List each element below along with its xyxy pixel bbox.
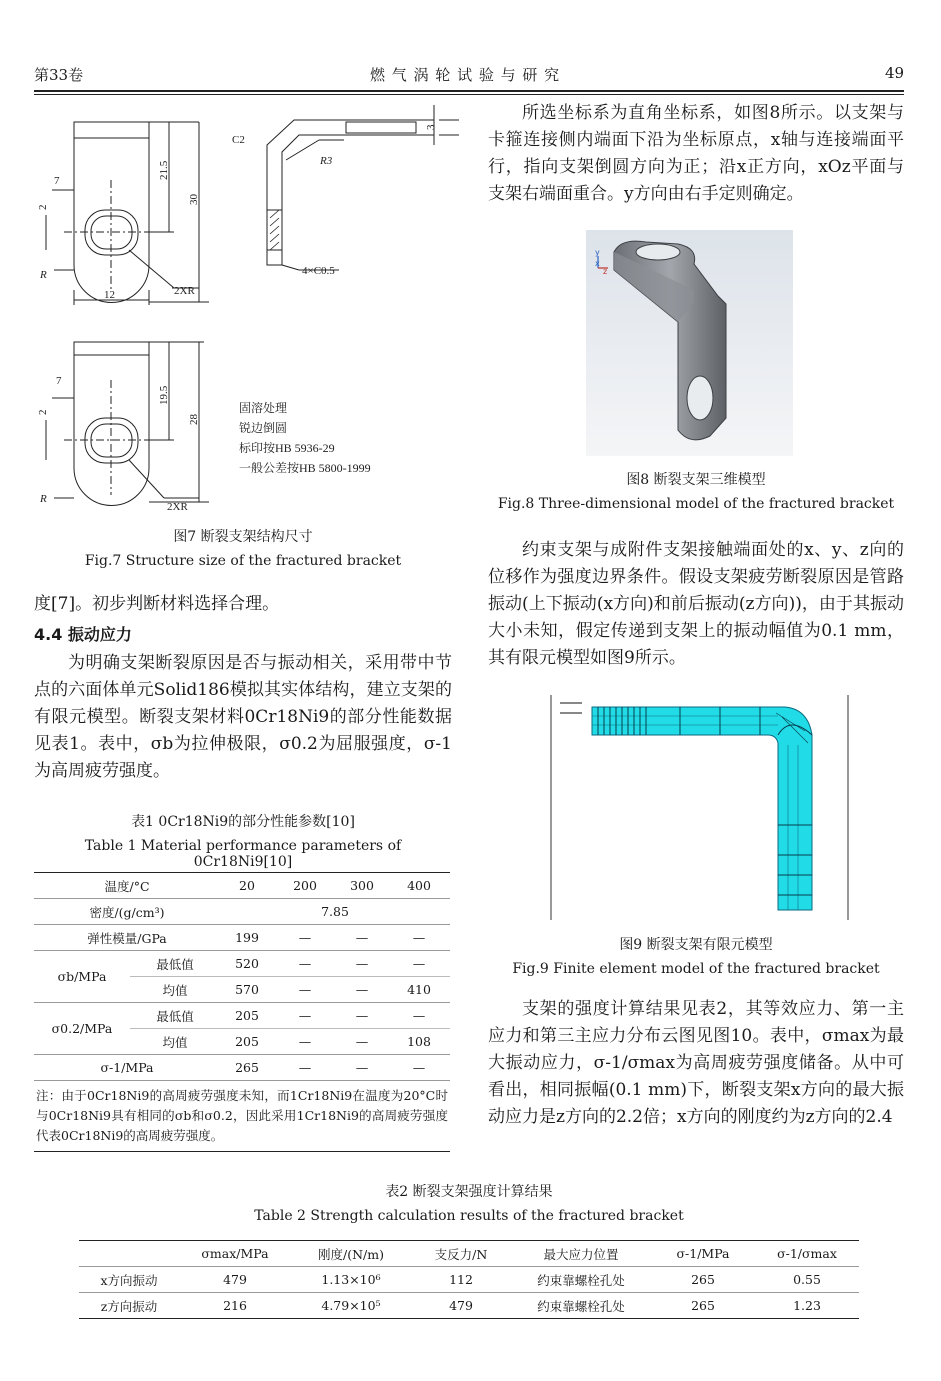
table2-row [79, 1293, 859, 1319]
fig8-image [586, 230, 793, 456]
table2-cell: 约束靠螺栓孔处 [537, 1298, 625, 1314]
table1-cell: 265 [220, 1055, 274, 1081]
table1-title-en: Table 1 Material performance parameters of 0Cr18Ni9[10] [84, 838, 402, 870]
table2-header-cell: 支反力/N [411, 1241, 511, 1267]
table2-header-cell: σ-1/MPa [651, 1241, 755, 1267]
note-2: 锐边倒圆 [239, 421, 288, 435]
table1-header-cell: 20 [220, 873, 274, 899]
table1-cell: — [355, 956, 369, 971]
table1 [34, 872, 450, 1152]
table1-cell: 7.85 [220, 899, 450, 925]
dim-12: 12 [104, 289, 115, 301]
table1-cell: — [355, 1008, 369, 1023]
right-paragraph-1: 所选坐标系为直角坐标系，如图8所示。以支架与卡箍连接侧内端面下沿为坐标原点，x轴与连接端面平行，指向支架倒圆方向为正；沿x正方向，xOz平面与支架右端面重合。y方向由右手定则确定。 [488, 103, 904, 204]
table2-cell: 4.79×10⁵ [321, 1298, 381, 1313]
table2-cell: 1.13×10⁶ [291, 1267, 411, 1293]
dim-28: 28 [188, 414, 200, 425]
table1-header-cell: 400 [388, 873, 450, 899]
table1-header-cell: 300 [336, 873, 388, 899]
header-rule [34, 90, 904, 92]
dim-7a: 7 [54, 175, 60, 187]
fig9-caption-cn: 图9 断裂支架有限元模型 [619, 937, 773, 953]
table2-header-cell: 最大应力位置 [511, 1241, 651, 1267]
table1-cell: — [336, 1055, 388, 1081]
table1-cell: 205 [235, 1008, 259, 1023]
fig7-caption-en: Fig.7 Structure size of the fractured bracket [84, 553, 402, 569]
header-journal: 燃 气 涡 轮 试 验 与 研 究 [370, 66, 561, 84]
header-volume: 第33卷 [34, 66, 84, 84]
table1-cell: — [412, 956, 426, 971]
dim-30: 30 [188, 194, 200, 205]
fig9-image [550, 695, 850, 920]
table2-cell: 265 [651, 1267, 755, 1293]
section-heading: 4.4 振动应力 [34, 625, 132, 644]
table2 [79, 1240, 859, 1319]
left-paragraph [34, 650, 452, 785]
dim-7b: 7 [56, 375, 62, 387]
table2-header-cell [79, 1241, 179, 1267]
table1-row-sm1 [34, 1055, 450, 1081]
dim-3: 3 [425, 124, 437, 130]
table1-cell: — [274, 1029, 336, 1055]
right-paragraph-3: 支架的强度计算结果见表2，其等效应力、第一主应力和第三主应力分布云图见图10。表中，σmax为最大振动应力，σ-1/σmax为高周疲劳强度储备。从中可看出，相同振幅(0.1 mm)下，断裂支架x方向的最大振动应力是z方向的2.2倍；x方向的刚度约为z方向的2.4 [488, 999, 904, 1127]
left-paragraph-sigma-b: σb为拉伸极限， [150, 734, 280, 754]
table1-cell: — [388, 925, 450, 951]
table1-cell: 108 [388, 1029, 450, 1055]
table1-header-cell: 200 [274, 873, 336, 899]
table1-row-modulus [34, 925, 450, 951]
table2-header-cell: 刚度/(N/m) [291, 1241, 411, 1267]
table1-cell: 410 [388, 977, 450, 1003]
table1-cell-sigma-02: σ0.2/MPa [34, 1003, 130, 1055]
table1-cell: 均值 [130, 1029, 220, 1055]
table1-cell: — [412, 1008, 426, 1023]
dim-2xra: 2XR [174, 285, 195, 297]
dim-2a: 2 [37, 204, 49, 210]
fig8-axis-x: x [595, 259, 600, 268]
table1-cell: 密度/(g/cm³) [34, 899, 220, 925]
table1-cell: 205 [220, 1029, 274, 1055]
table1-cell: 最低值 [156, 956, 194, 972]
table1-cell: 弹性模量/GPa [34, 925, 220, 951]
header-rule-thin [34, 94, 904, 95]
table1-cell: σ-1/MPa [34, 1055, 220, 1081]
label-c2: C2 [232, 134, 245, 146]
table2-cell: 265 [691, 1298, 715, 1313]
header-page-number: 49 [885, 64, 905, 82]
left-paragraph-sigma-m1: σ-1为高周疲劳强度。 [34, 734, 452, 781]
table2-cell: 479 [449, 1298, 473, 1313]
left-paragraph-text: 为明确支架断裂原因是否与振动相关，采用带中节点的六面体单元Solid186模拟其实体结构，建立支架的有限元模型。断裂支架材料0Cr18Ni9的部分性能数据见表1。表中， [34, 653, 452, 754]
table2-cell: 约束靠螺栓孔处 [511, 1267, 651, 1293]
fig8-axis-z: z [603, 267, 608, 276]
dim-19-5: 19.5 [158, 385, 170, 405]
fig8-caption-en: Fig.8 Three-dimensional model of the fractured bracket [497, 496, 895, 512]
table1-header-row [34, 873, 450, 899]
label-r3: R3 [320, 155, 333, 167]
table1-cell: 570 [220, 977, 274, 1003]
fig7-drawing [34, 100, 464, 520]
dim-2xrb: 2XR [167, 501, 188, 513]
table1-cell: — [336, 977, 388, 1003]
table2-cell: 479 [179, 1267, 291, 1293]
note-4: 一般公差按HB 5800-1999 [239, 461, 371, 475]
label-rb: R [40, 493, 47, 505]
fig8-caption-cn: 图8 断裂支架三维模型 [626, 472, 766, 488]
table2-header-cell: σmax/MPa [179, 1241, 291, 1267]
table2-cell: 1.23 [793, 1298, 821, 1313]
table2-cell: x方向振动 [79, 1267, 179, 1293]
table1-cell: — [336, 1029, 388, 1055]
dim-2b: 2 [37, 409, 49, 415]
table1-cell: — [298, 1008, 312, 1023]
table2-title-cn: 表2 断裂支架强度计算结果 [385, 1184, 553, 1200]
table2-header-cell: σ-1/σmax [755, 1241, 859, 1267]
table1-cell: — [274, 925, 336, 951]
dim-21-5: 21.5 [158, 160, 170, 180]
table1-row-sb-min [34, 951, 450, 977]
table1-cell: — [274, 1055, 336, 1081]
table1-title-cn: 表1 0Cr18Ni9的部分性能参数[10] [131, 814, 355, 830]
fig9-caption-en: Fig.9 Finite element model of the fractured bracket [512, 961, 880, 977]
table1-cell: 最低值 [156, 1008, 194, 1024]
left-continued-text: 度[7]。初步判断材料选择合理。 [34, 594, 280, 614]
table2-row [79, 1267, 859, 1293]
fig7-caption-cn: 图7 断裂支架结构尺寸 [173, 529, 313, 545]
table1-cell: 199 [220, 925, 274, 951]
table1-cell: 520 [235, 956, 259, 971]
table2-cell: 112 [411, 1267, 511, 1293]
right-paragraph-2: 约束支架与成附件支架接触端面处的x、y、z向的位移作为强度边界条件。假设支架疲劳断裂原因是管路振动(上下振动(x方向)和前后振动(z方向))，由于其振动大小未知，假定传递到支架上的振动幅值为0.1 mm，其有限元模型如图9所示。 [488, 540, 904, 668]
table1-header-cell: 温度/°C [34, 873, 220, 899]
table1-row-density [34, 899, 450, 925]
table2-title-en: Table 2 Strength calculation results of the fractured bracket [254, 1208, 684, 1224]
table2-cell: z方向振动 [100, 1298, 158, 1314]
note-3: 标印按HB 5936-29 [239, 441, 335, 455]
table1-note: 注：由于0Cr18Ni9的高周疲劳强度未知，而1Cr18Ni9在温度为20°C时与0Cr18Ni9具有相同的σb和σ0.2，因此采用1Cr18Ni9的高周疲劳强度代表0Cr18Ni9的高周疲劳强度。 [34, 1081, 450, 1152]
note-1: 固溶处理 [239, 401, 288, 415]
label-4c05: 4×C0.5 [302, 265, 335, 277]
table2-cell: 0.55 [755, 1267, 859, 1293]
table1-cell: — [298, 956, 312, 971]
table1-cell: 均值 [130, 977, 220, 1003]
table1-cell: — [274, 977, 336, 1003]
left-paragraph-sigma-02: σ0.2为屈服强度， [279, 734, 424, 754]
table1-row-s02-min [34, 1003, 450, 1029]
table2-cell: 216 [223, 1298, 247, 1313]
fig8-axis-y: y [595, 248, 600, 257]
table2-header-row [79, 1241, 859, 1267]
label-ra: R [40, 269, 47, 281]
table1-cell: — [336, 925, 388, 951]
table1-cell: — [388, 1055, 450, 1081]
table1-cell-sigma-b: σb/MPa [34, 951, 130, 1003]
